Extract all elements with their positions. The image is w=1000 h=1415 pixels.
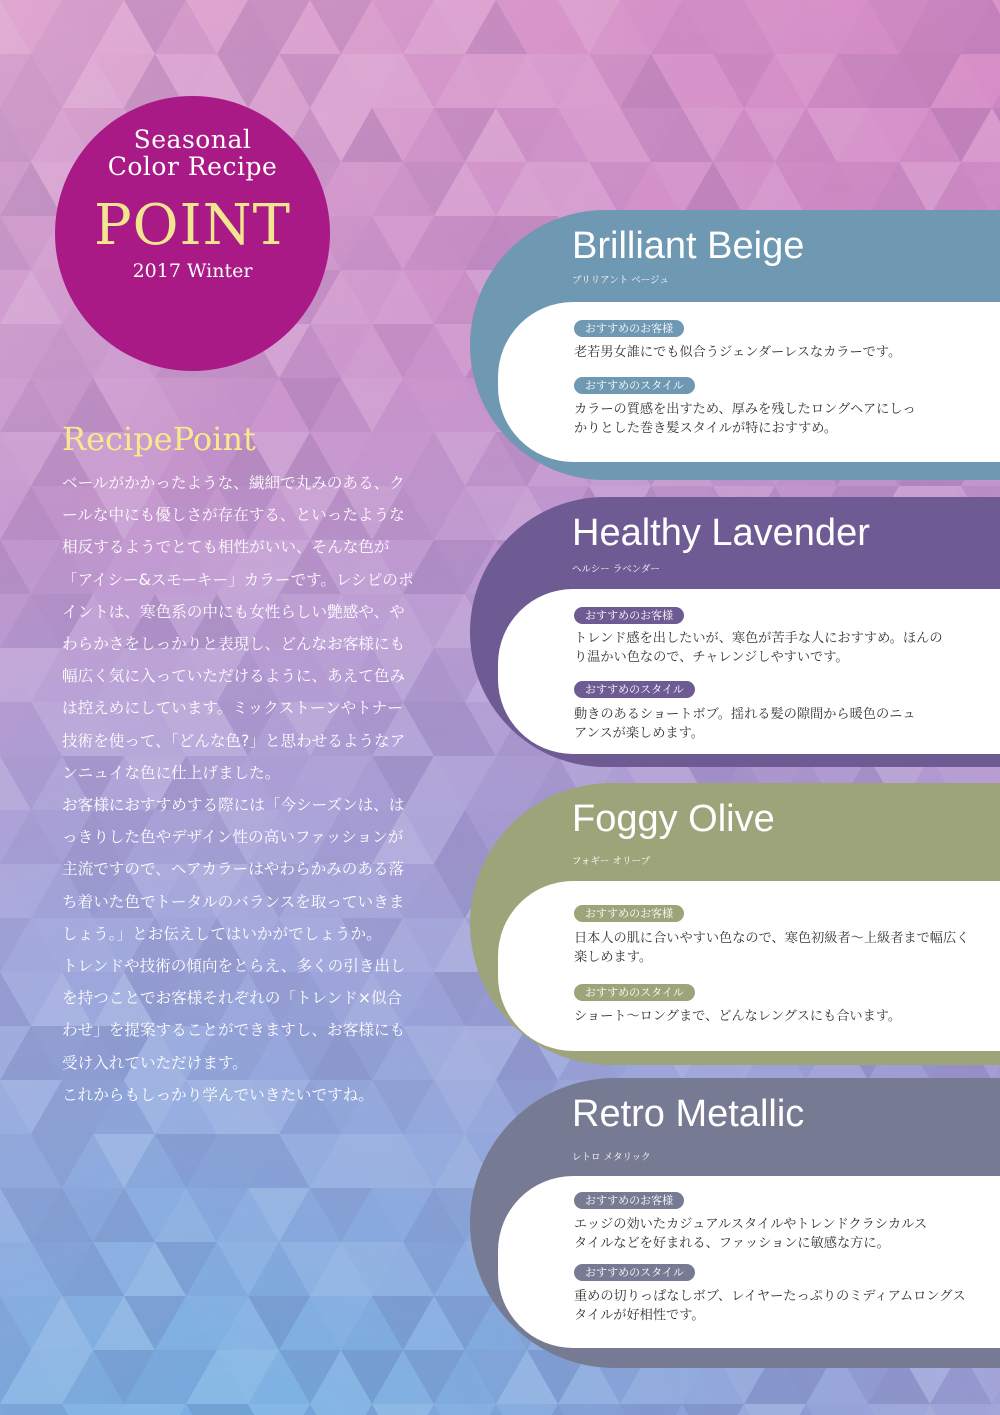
customer-text: エッジの効いたカジュアルスタイルやトレンドクラシカルスタイルなどを好まれる、ファッションに敏感な方に。 (574, 1217, 928, 1251)
color-kana: ブリリアント ベージュ (572, 275, 669, 286)
color-kana: ヘルシー ラベンダー (572, 564, 660, 575)
color-kana: レトロ メタリック (572, 1152, 651, 1163)
style-text: 重めの切りっぱなしボブ、レイヤーたっぷりのミディアムロングスタイルが好相性です。 (574, 1289, 966, 1323)
color-card-retro-metallic (470, 1078, 1000, 1368)
customer-label: おすすめのお客様 (574, 905, 684, 922)
recipe-point-title: RecipePoint (62, 420, 256, 458)
badge-line-2: Color Recipe (107, 152, 278, 181)
style-label: おすすめのスタイル (574, 984, 695, 1001)
customer-text: トレンド感を出したいが、寒色が苦手な人におすすめ。ほんのり温かい色なので、チャレンジしやすいです。 (574, 631, 943, 665)
color-card-foggy-olive (470, 783, 1000, 1065)
customer-text: 老若男女誰にでも似合うジェンダーレスなカラーです。 (574, 345, 902, 360)
color-name: Healthy Lavender (572, 512, 870, 554)
style-label: おすすめのスタイル (574, 1264, 695, 1281)
color-name: Retro Metallic (572, 1093, 805, 1135)
customer-label: おすすめのお客様 (574, 320, 684, 337)
color-kana: フォギー オリーブ (572, 856, 651, 867)
badge-season: 2017 Winter (132, 260, 253, 282)
style-text: カラーの質感を出すため、厚みを残したロングヘアにしっかりとした巻き髪スタイルが特におすすめ。 (574, 402, 916, 436)
style-text: ショート〜ロングまで、どんなレングスにも合います。 (574, 1009, 902, 1024)
recipe-paragraph: ベールがかかったような、繊細で丸みのある、クールな中にも優しさが存在する、といったような相反するようでとても相性がいい、そんな色が「アイシー&スモーキー」カラーです。レシピのポイントは、寒色系の中にも女性らしい艶感や、やわらかさをしっかりと表現し、どんなお客様にも幅広く気に入っていただけるように、あえて色みは控えめにしています。ミックストーンやトナー技術を使って、「どんな色?」と思わせるようなアンニュイな色に仕上げました。 (62, 474, 414, 782)
color-card-healthy-lavender (470, 497, 1000, 767)
customer-text: 日本人の肌に合いやすい色なので、寒色初級者〜上級者まで幅広く楽しめます。 (574, 931, 970, 965)
recipe-paragraph: トレンドや技術の傾向をとらえ、多くの引き出しを持つことでお客様それぞれの「トレンド×似合わせ」を提案することができますし、お客様にも受け入れていただけます。 (62, 957, 406, 1072)
badge-line-1: Seasonal (133, 125, 252, 154)
color-name: Brilliant Beige (572, 225, 805, 267)
color-card-brilliant-beige (470, 210, 1000, 480)
color-name: Foggy Olive (572, 798, 775, 840)
card-content (498, 1176, 1000, 1348)
recipe-point-body (62, 467, 414, 1111)
customer-label: おすすめのお客様 (574, 607, 684, 624)
card-content (498, 589, 1000, 754)
customer-label: おすすめのお客様 (574, 1192, 684, 1209)
style-text: 動きのあるショートボブ。揺れる髪の隙間から暖色のニュアンスが楽しめます。 (574, 707, 916, 741)
season-badge (55, 96, 330, 371)
style-label: おすすめのスタイル (574, 377, 695, 394)
card-content (498, 302, 1000, 462)
recipe-paragraph: これからもしっかり学んでいきたいですね。 (62, 1085, 374, 1104)
style-label: おすすめのスタイル (574, 681, 695, 698)
badge-title: POINT (93, 193, 292, 258)
card-content (498, 881, 1000, 1051)
recipe-paragraph: お客様におすすめする際には「今シーズンは、はっきりした色やデザイン性の高いファッションが主流ですので、ヘアカラーはやわらかみのある落ち着いた色でトータルのバランスを取っていきましょう。」とお伝えしてはいかがでしょうか。 (62, 796, 405, 943)
